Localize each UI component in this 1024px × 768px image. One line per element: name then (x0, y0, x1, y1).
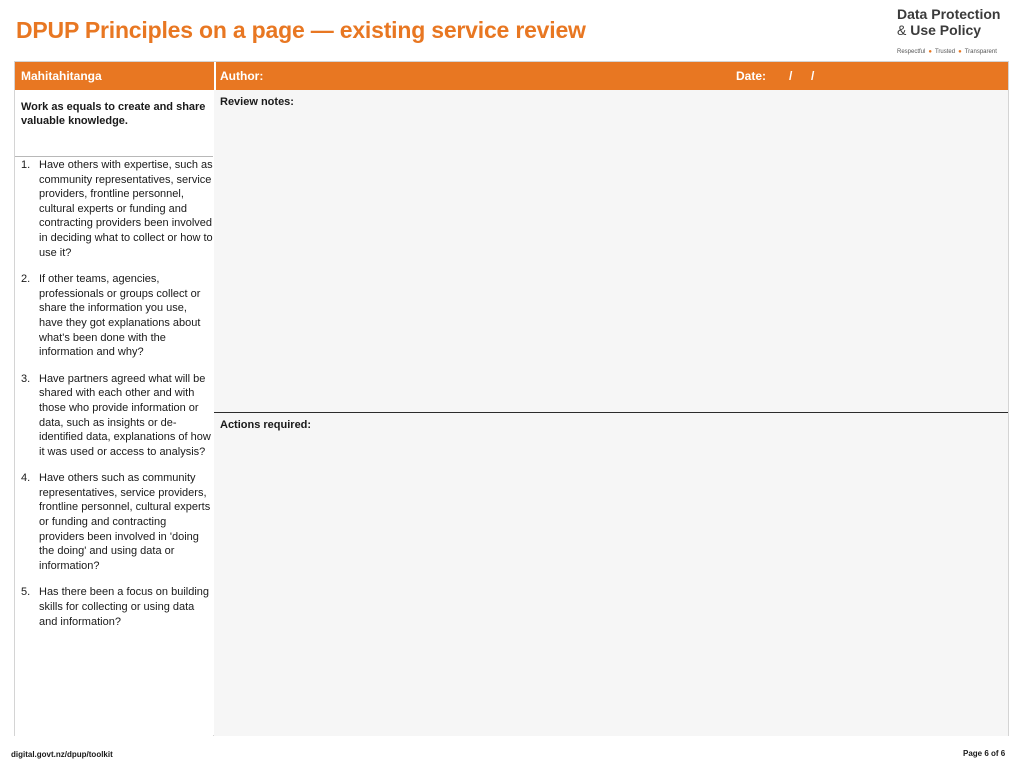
section-divider (214, 412, 1008, 413)
principle-name: Mahitahitanga (21, 69, 102, 83)
questions-column (15, 90, 213, 736)
notes-area[interactable] (214, 90, 1008, 736)
question-item (21, 272, 213, 360)
author-label: Author: (220, 69, 264, 83)
question-text: Have others with expertise, such as community representatives, service providers, frontline personnel, cultural experts or funding and contracting providers been involved in deciding what to collect or how to use it? (39, 159, 213, 259)
question-number: 5. (21, 586, 31, 599)
bullet-icon: ● (958, 49, 962, 55)
logo-tag-transparent: Transparent (964, 49, 997, 55)
date-separator: / (789, 69, 793, 83)
review-form (14, 61, 1009, 736)
page-number: Page 6 of 6 (963, 749, 1006, 758)
logo-line-2-text: Use Policy (910, 22, 982, 38)
question-text: If other teams, agencies, professionals or groups collect or share the information you use, have they got explanations about what's been done with the information and why? (39, 273, 201, 359)
question-list (21, 157, 213, 629)
question-number: 4. (21, 472, 31, 485)
footer-url[interactable]: digital.govt.nz/dpup/toolkit (11, 750, 113, 759)
page-title: DPUP Principles on a page — existing service review (16, 17, 586, 43)
question-text: Have others such as community representatives, service providers, frontline personnel, cultural experts or funding and contracting providers been involved in 'doing the doing' and using data or information? (39, 472, 211, 572)
logo-line-2 (897, 22, 1017, 38)
review-notes-label: Review notes: (220, 96, 294, 108)
logo-ampersand: & (897, 22, 907, 38)
question-item (21, 372, 213, 460)
date-label: Date: (736, 69, 767, 83)
question-item (21, 471, 213, 573)
logo-tagline (897, 49, 1017, 55)
question-text: Have partners agreed what will be shared with each other and with those who provide information or data, such as insights or de-identified data, explanations of how it was used or access to analysis? (39, 372, 211, 458)
question-number: 3. (21, 372, 31, 385)
bullet-icon: ● (928, 49, 932, 55)
dpup-logo (897, 6, 1017, 55)
date-separator: / (811, 69, 815, 83)
logo-tag-respectful: Respectful (897, 49, 926, 55)
question-number: 1. (21, 159, 31, 171)
logo-tag-trusted: Trusted (934, 49, 956, 55)
header-divider (214, 62, 216, 90)
question-item (21, 158, 213, 260)
logo-line-1: Data Protection (897, 6, 1001, 22)
actions-required-label: Actions required: (220, 419, 312, 431)
question-number: 2. (21, 273, 31, 286)
form-header-bar (15, 62, 1008, 90)
principle-statement: Work as equals to create and share valuable knowledge. (21, 101, 206, 127)
question-item (21, 585, 213, 629)
question-text: Has there been a focus on building skills for collecting or using data and information? (39, 586, 210, 628)
